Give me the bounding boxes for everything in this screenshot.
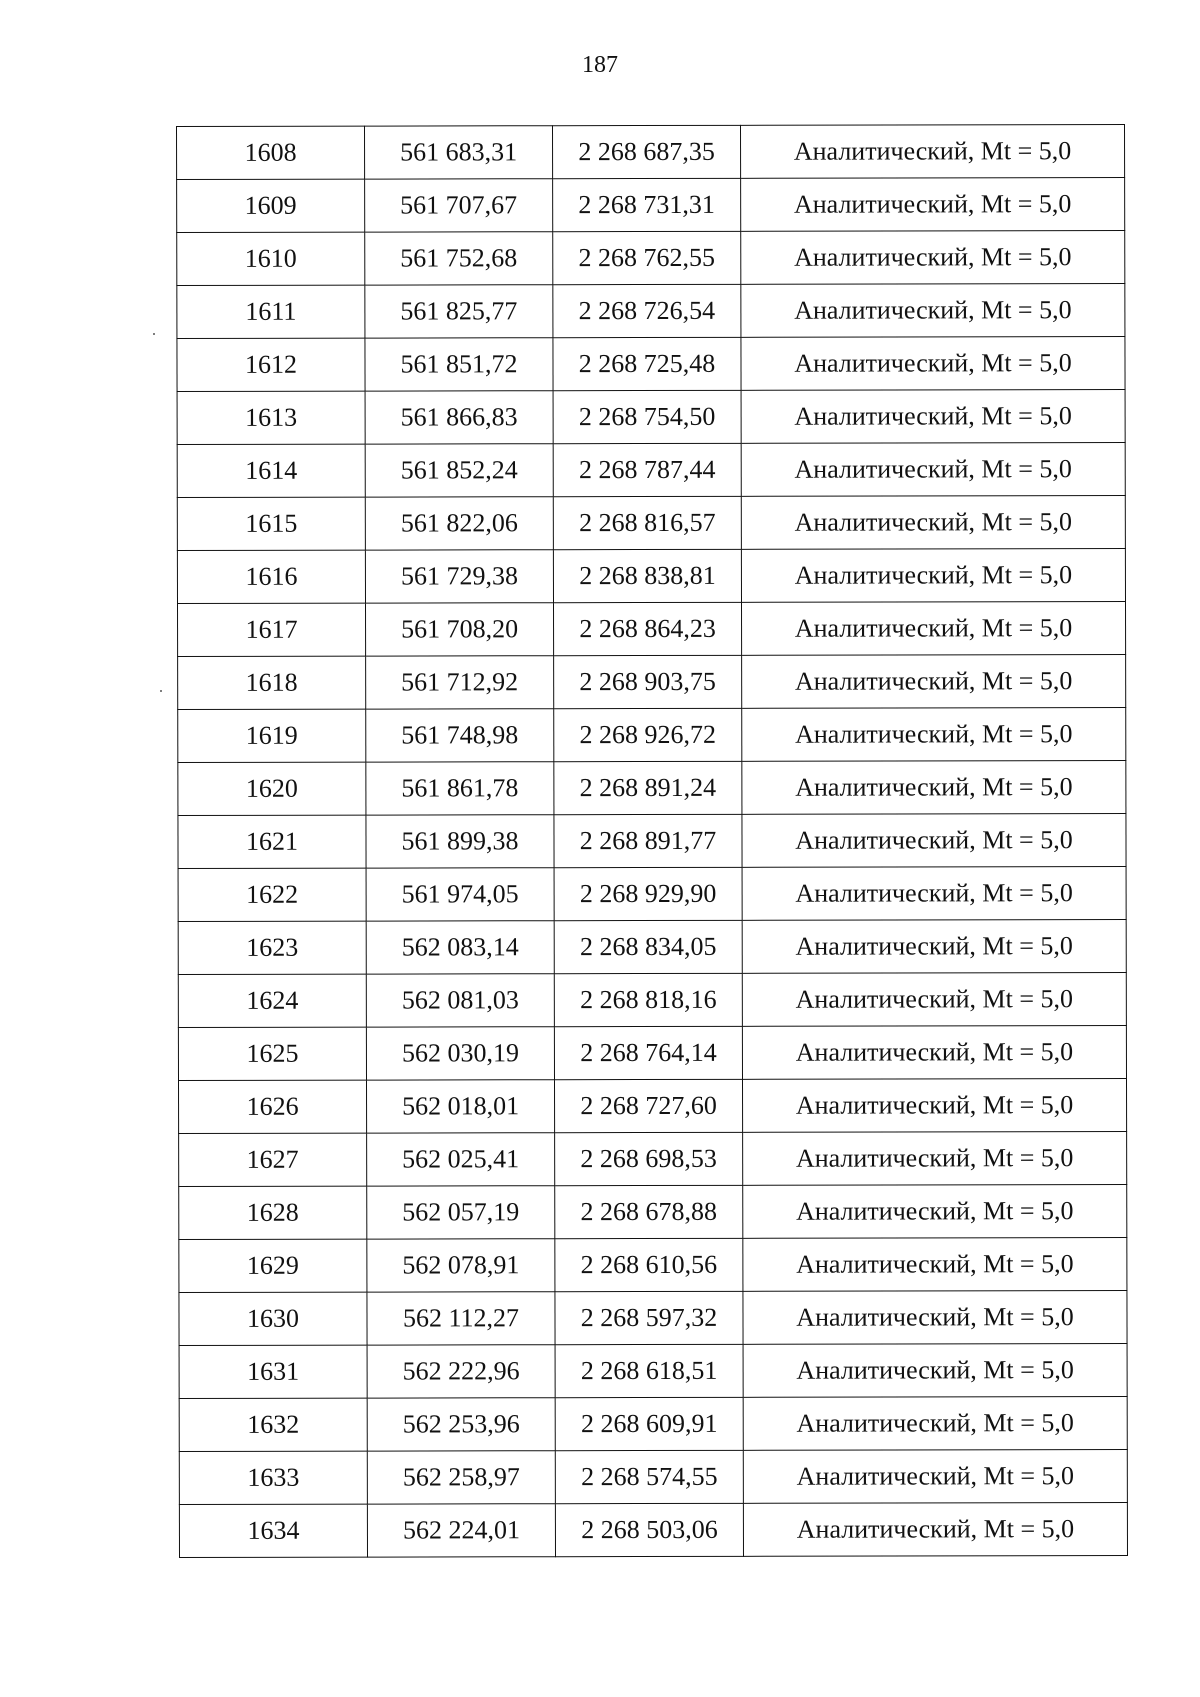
- y-coordinate-cell: 2 268 610,56: [555, 1238, 743, 1291]
- method-cell: Аналитический, Mt = 5,0: [741, 231, 1125, 285]
- x-coordinate-cell: 562 253,96: [367, 1398, 555, 1451]
- x-coordinate-cell: 561 683,31: [365, 126, 553, 179]
- method-cell: Аналитический, Mt = 5,0: [742, 867, 1126, 921]
- y-coordinate-cell: 2 268 698,53: [555, 1132, 743, 1185]
- x-coordinate-cell: 562 081,03: [366, 974, 554, 1027]
- table-row: [177, 496, 1125, 551]
- y-coordinate-cell: 2 268 926,72: [554, 708, 742, 761]
- x-coordinate-cell: 561 708,20: [365, 603, 553, 656]
- table-row: [178, 814, 1126, 869]
- y-coordinate-cell: 2 268 903,75: [554, 655, 742, 708]
- y-coordinate-cell: 2 268 816,57: [553, 496, 741, 549]
- table-row: [179, 1291, 1127, 1346]
- table-row: [177, 125, 1125, 180]
- method-cell: Аналитический, Mt = 5,0: [742, 1026, 1126, 1080]
- y-coordinate-cell: 2 268 618,51: [555, 1344, 743, 1397]
- point-number-cell: 1633: [179, 1451, 367, 1504]
- x-coordinate-cell: 561 748,98: [366, 709, 554, 762]
- table-row: [178, 920, 1126, 975]
- x-coordinate-cell: 561 825,77: [365, 285, 553, 338]
- point-number-cell: 1617: [178, 603, 366, 656]
- table-row: [178, 973, 1126, 1028]
- table-row: [177, 231, 1125, 286]
- coordinates-table: [176, 124, 1128, 1558]
- x-coordinate-cell: 562 018,01: [366, 1080, 554, 1133]
- y-coordinate-cell: 2 268 891,77: [554, 814, 742, 867]
- table-row: [177, 443, 1125, 498]
- x-coordinate-cell: 562 057,19: [367, 1186, 555, 1239]
- point-number-cell: 1630: [179, 1292, 367, 1345]
- y-coordinate-cell: 2 268 838,81: [553, 549, 741, 602]
- method-cell: Аналитический, Mt = 5,0: [741, 443, 1125, 497]
- x-coordinate-cell: 561 866,83: [365, 391, 553, 444]
- x-coordinate-cell: 562 258,97: [367, 1451, 555, 1504]
- table-row: [178, 602, 1126, 657]
- y-coordinate-cell: 2 268 764,14: [554, 1026, 742, 1079]
- point-number-cell: 1611: [177, 285, 365, 338]
- table-row: [177, 178, 1125, 233]
- method-cell: Аналитический, Mt = 5,0: [743, 1503, 1127, 1557]
- y-coordinate-cell: 2 268 754,50: [553, 390, 741, 443]
- point-number-cell: 1628: [179, 1186, 367, 1239]
- y-coordinate-cell: 2 268 687,35: [553, 125, 741, 178]
- method-cell: Аналитический, Mt = 5,0: [742, 708, 1126, 762]
- method-cell: Аналитический, Mt = 5,0: [741, 390, 1125, 444]
- method-cell: Аналитический, Mt = 5,0: [742, 814, 1126, 868]
- method-cell: Аналитический, Mt = 5,0: [742, 655, 1126, 709]
- table-row: [177, 390, 1125, 445]
- point-number-cell: 1622: [178, 868, 366, 921]
- method-cell: Аналитический, Mt = 5,0: [743, 1238, 1127, 1292]
- y-coordinate-cell: 2 268 731,31: [553, 178, 741, 231]
- table-row: [177, 284, 1125, 339]
- method-cell: Аналитический, Mt = 5,0: [741, 549, 1125, 603]
- point-number-cell: 1625: [178, 1027, 366, 1080]
- point-number-cell: 1613: [177, 391, 365, 444]
- x-coordinate-cell: 561 729,38: [365, 550, 553, 603]
- scan-speck: [160, 690, 162, 692]
- point-number-cell: 1624: [178, 974, 366, 1027]
- x-coordinate-cell: 561 707,67: [365, 179, 553, 232]
- table-row: [178, 655, 1126, 710]
- table-row: [178, 1026, 1126, 1081]
- point-number-cell: 1620: [178, 762, 366, 815]
- x-coordinate-cell: 561 822,06: [365, 497, 553, 550]
- x-coordinate-cell: 562 078,91: [367, 1239, 555, 1292]
- y-coordinate-cell: 2 268 503,06: [555, 1503, 743, 1556]
- method-cell: Аналитический, Mt = 5,0: [740, 125, 1124, 179]
- y-coordinate-cell: 2 268 725,48: [553, 337, 741, 390]
- point-number-cell: 1608: [177, 126, 365, 179]
- method-cell: Аналитический, Mt = 5,0: [743, 1132, 1127, 1186]
- point-number-cell: 1627: [179, 1133, 367, 1186]
- y-coordinate-cell: 2 268 678,88: [555, 1185, 743, 1238]
- y-coordinate-cell: 2 268 864,23: [553, 602, 741, 655]
- y-coordinate-cell: 2 268 574,55: [555, 1450, 743, 1503]
- table-row: [177, 549, 1125, 604]
- point-number-cell: 1629: [179, 1239, 367, 1292]
- y-coordinate-cell: 2 268 762,55: [553, 231, 741, 284]
- x-coordinate-cell: 562 112,27: [367, 1292, 555, 1345]
- point-number-cell: 1612: [177, 338, 365, 391]
- method-cell: Аналитический, Mt = 5,0: [743, 1450, 1127, 1504]
- coordinates-table-body: [177, 125, 1128, 1558]
- point-number-cell: 1610: [177, 232, 365, 285]
- method-cell: Аналитический, Mt = 5,0: [741, 496, 1125, 550]
- point-number-cell: 1615: [177, 497, 365, 550]
- point-number-cell: 1626: [178, 1080, 366, 1133]
- method-cell: Аналитический, Mt = 5,0: [743, 1185, 1127, 1239]
- x-coordinate-cell: 561 861,78: [366, 762, 554, 815]
- table-row: [178, 761, 1126, 816]
- x-coordinate-cell: 562 083,14: [366, 921, 554, 974]
- point-number-cell: 1614: [177, 444, 365, 497]
- y-coordinate-cell: 2 268 726,54: [553, 284, 741, 337]
- table-row: [179, 1450, 1127, 1505]
- y-coordinate-cell: 2 268 597,32: [555, 1291, 743, 1344]
- table-row: [178, 867, 1126, 922]
- table-row: [179, 1132, 1127, 1187]
- point-number-cell: 1631: [179, 1345, 367, 1398]
- x-coordinate-cell: 562 224,01: [367, 1504, 555, 1557]
- x-coordinate-cell: 561 712,92: [366, 656, 554, 709]
- y-coordinate-cell: 2 268 787,44: [553, 443, 741, 496]
- method-cell: Аналитический, Mt = 5,0: [742, 920, 1126, 974]
- x-coordinate-cell: 561 851,72: [365, 338, 553, 391]
- table-row: [177, 337, 1125, 392]
- method-cell: Аналитический, Mt = 5,0: [742, 1079, 1126, 1133]
- method-cell: Аналитический, Mt = 5,0: [741, 337, 1125, 391]
- y-coordinate-cell: 2 268 929,90: [554, 867, 742, 920]
- point-number-cell: 1621: [178, 815, 366, 868]
- method-cell: Аналитический, Mt = 5,0: [742, 973, 1126, 1027]
- point-number-cell: 1609: [177, 179, 365, 232]
- point-number-cell: 1632: [179, 1398, 367, 1451]
- x-coordinate-cell: 561 852,24: [365, 444, 553, 497]
- point-number-cell: 1619: [178, 709, 366, 762]
- table-row: [178, 1079, 1126, 1134]
- x-coordinate-cell: 562 025,41: [367, 1133, 555, 1186]
- x-coordinate-cell: 562 222,96: [367, 1345, 555, 1398]
- method-cell: Аналитический, Mt = 5,0: [742, 761, 1126, 815]
- scan-speck: [153, 333, 155, 335]
- table-row: [179, 1397, 1127, 1452]
- y-coordinate-cell: 2 268 891,24: [554, 761, 742, 814]
- x-coordinate-cell: 561 899,38: [366, 815, 554, 868]
- x-coordinate-cell: 561 752,68: [365, 232, 553, 285]
- method-cell: Аналитический, Mt = 5,0: [743, 1291, 1127, 1345]
- method-cell: Аналитический, Mt = 5,0: [741, 284, 1125, 338]
- method-cell: Аналитический, Mt = 5,0: [743, 1397, 1127, 1451]
- point-number-cell: 1634: [179, 1504, 367, 1557]
- point-number-cell: 1623: [178, 921, 366, 974]
- method-cell: Аналитический, Mt = 5,0: [743, 1344, 1127, 1398]
- y-coordinate-cell: 2 268 834,05: [554, 920, 742, 973]
- method-cell: Аналитический, Mt = 5,0: [741, 178, 1125, 232]
- x-coordinate-cell: 561 974,05: [366, 868, 554, 921]
- table-row: [179, 1344, 1127, 1399]
- method-cell: Аналитический, Mt = 5,0: [741, 602, 1125, 656]
- page-number: 187: [582, 52, 618, 78]
- y-coordinate-cell: 2 268 609,91: [555, 1397, 743, 1450]
- table-row: [178, 708, 1126, 763]
- table-row: [179, 1503, 1127, 1558]
- table-row: [179, 1185, 1127, 1240]
- x-coordinate-cell: 562 030,19: [366, 1027, 554, 1080]
- point-number-cell: 1618: [178, 656, 366, 709]
- point-number-cell: 1616: [177, 550, 365, 603]
- table-row: [179, 1238, 1127, 1293]
- y-coordinate-cell: 2 268 818,16: [554, 973, 742, 1026]
- y-coordinate-cell: 2 268 727,60: [554, 1079, 742, 1132]
